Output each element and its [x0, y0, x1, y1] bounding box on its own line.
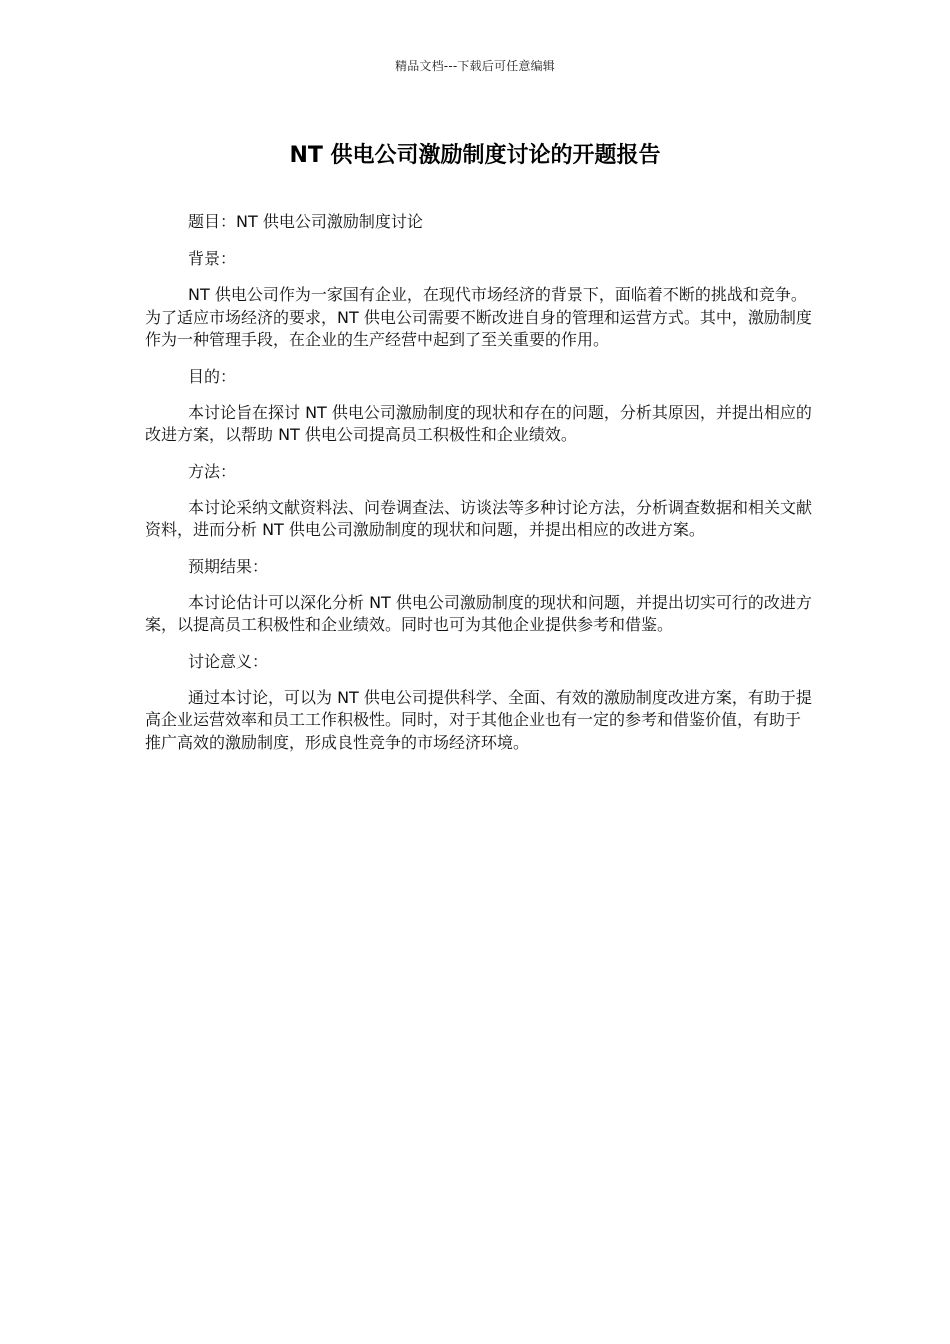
document-title: NT 供电公司激励制度讨论的开题报告 [289, 143, 661, 168]
section-heading-significance: 讨论意义： [188, 651, 269, 671]
section-heading-expected-results: 预期结果： [188, 556, 269, 576]
section-heading-background: 背景： [188, 249, 237, 268]
section-body-expected-results: 本讨论估计可以深化分析 NT 供电公司激励制度的现状和问题，并提出切实可行的改进方案，以提高员工积极性和企业绩效。同时也可为其他企业提供参考和借鉴。 [145, 592, 812, 634]
section-body-purpose: 本讨论旨在探讨 NT 供电公司激励制度的现状和存在的问题，分析其原因，并提出相应的改进方案，以帮助 NT 供电公司提高员工积极性和企业绩效。 [145, 402, 812, 444]
section-heading-purpose: 目的： [188, 366, 237, 386]
section-body-background: NT 供电公司作为一家国有企业，在现代市场经济的背景下，面临着不断的挑战和竞争。为了适应市场经济的要求，NT 供电公司需要不断改进自身的管理和运营方式。其中，激励制度作为一种管理手段，在企业的生产经营中起到了至关重要的作用。 [145, 285, 812, 349]
topic-line: 题目：NT 供电公司激励制度讨论 [188, 212, 423, 231]
section-body-significance: 通过本讨论，可以为 NT 供电公司提供科学、全面、有效的激励制度改进方案，有助于提高企业运营效率和员工工作积极性。同时，对于其他企业也有一定的参考和借鉴价值，有助于推广高效的激励制度，形成良性竞争的市场经济环境。 [145, 687, 812, 752]
section-heading-method: 方法： [188, 461, 237, 481]
document-body [145, 210, 813, 767]
header-note: 精品文档---下载后可任意编辑 [395, 59, 555, 73]
section-body-method: 本讨论采纳文献资料法、问卷调查法、访谈法等多种讨论方法，分析调查数据和相关文献资料，进而分析 NT 供电公司激励制度的现状和问题，并提出相应的改进方案。 [145, 497, 813, 539]
